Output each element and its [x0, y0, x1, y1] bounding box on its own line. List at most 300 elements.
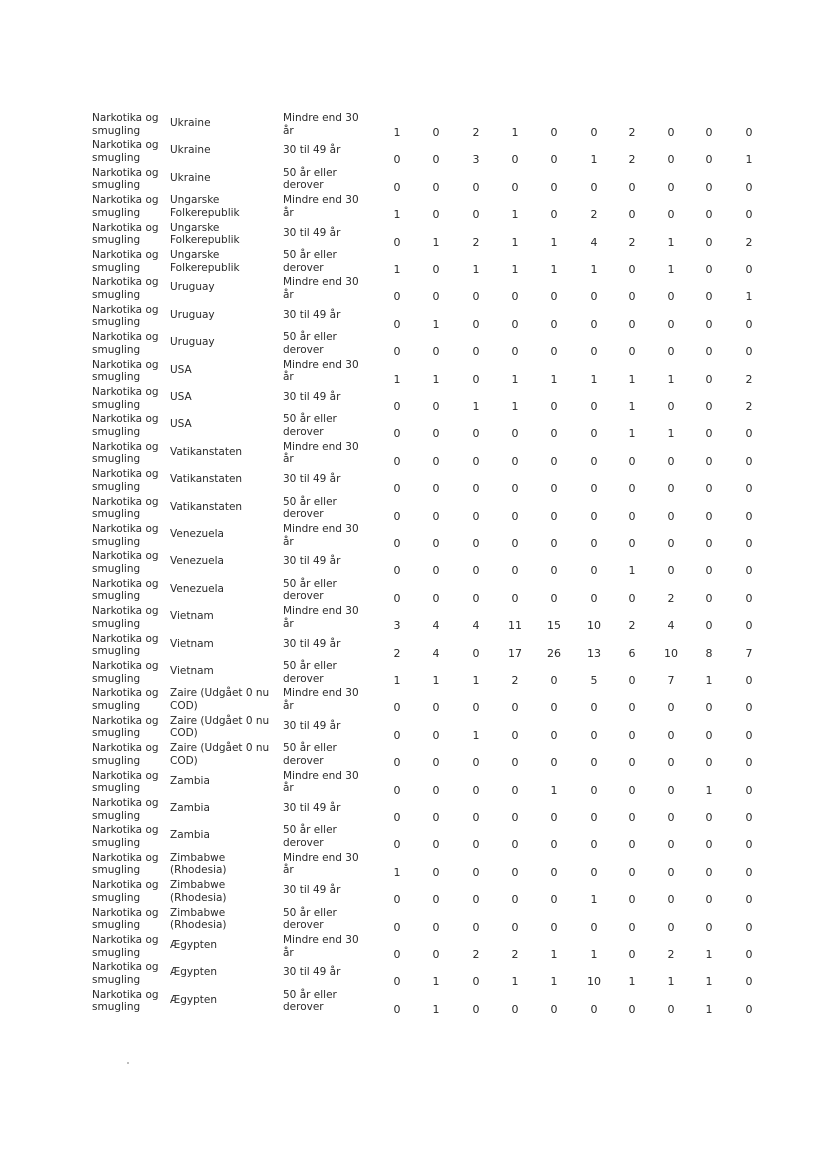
- table-row: [0, 249, 828, 276]
- value-cell: 0: [590, 783, 598, 797]
- value-cell: 0: [472, 865, 480, 879]
- value-cell: 0: [511, 537, 519, 550]
- value-cell: 0: [667, 783, 675, 797]
- value-cell: 0: [393, 153, 401, 167]
- value-cell: 0: [393, 1002, 401, 1016]
- value-cell: 1: [628, 975, 636, 989]
- value-cell: 0: [432, 838, 440, 852]
- value-cell: 0: [550, 482, 558, 496]
- value-cell: 0: [590, 1002, 598, 1016]
- value-cell: 0: [511, 180, 519, 194]
- country-name: Venezuela: [170, 528, 224, 540]
- value-cell: 0: [705, 153, 713, 167]
- value-cell: 0: [705, 865, 713, 879]
- value-cell: 0: [590, 509, 598, 523]
- value-cell: 7: [667, 674, 675, 687]
- age-group: 50 år eller derover: [283, 249, 337, 274]
- value-cell: 0: [590, 756, 598, 770]
- value-cell: 10: [664, 646, 678, 660]
- value-cell: 0: [628, 454, 636, 468]
- age-group: 30 til 49 år: [283, 226, 341, 239]
- offense-category: Narkotika og smugling: [92, 386, 159, 411]
- country-name: Ungarske Folkerepublik: [170, 221, 240, 247]
- value-cell: 0: [472, 838, 480, 852]
- value-cell: 2: [511, 948, 519, 961]
- value-cell: 0: [393, 235, 401, 249]
- value-cell: 0: [705, 126, 713, 139]
- value-cell: 0: [590, 920, 598, 934]
- age-group: 30 til 49 år: [283, 555, 341, 568]
- value-cell: 0: [705, 427, 713, 441]
- value-cell: 0: [472, 208, 480, 222]
- value-cell: 0: [628, 591, 636, 605]
- age-group: Mindre end 30 år: [283, 276, 359, 301]
- value-cell: 0: [705, 537, 713, 550]
- value-cell: 0: [628, 674, 636, 687]
- country-name: Zambia: [170, 802, 210, 814]
- value-cell: 1: [550, 783, 558, 797]
- value-cell: 0: [745, 920, 753, 934]
- value-cell: 0: [590, 180, 598, 194]
- country-name: Vietnam: [170, 665, 214, 677]
- value-cell: 0: [590, 728, 598, 742]
- value-cell: 0: [628, 537, 636, 550]
- value-cell: 0: [393, 427, 401, 441]
- value-cell: 0: [393, 975, 401, 989]
- age-group: Mindre end 30 år: [283, 605, 359, 630]
- table-row: [0, 578, 828, 605]
- value-cell: 0: [667, 153, 675, 167]
- age-group: Mindre end 30 år: [283, 358, 359, 384]
- value-cell: 0: [628, 263, 636, 276]
- value-cell: 0: [590, 564, 598, 578]
- value-cell: 1: [511, 400, 519, 413]
- country-name: Uruguay: [170, 336, 215, 349]
- value-cell: 0: [745, 509, 753, 523]
- table-row: [0, 304, 828, 331]
- value-cell: 1: [472, 400, 480, 413]
- value-cell: 0: [550, 591, 558, 605]
- value-cell: 1: [511, 372, 519, 386]
- country-name: Vietnam: [170, 610, 214, 623]
- table-row: [0, 194, 828, 221]
- value-cell: 2: [745, 400, 753, 413]
- value-cell: 0: [705, 920, 713, 934]
- value-cell: 2: [628, 153, 636, 167]
- value-cell: 0: [705, 208, 713, 222]
- value-cell: 2: [628, 235, 636, 249]
- value-cell: 0: [472, 1002, 480, 1016]
- value-cell: 1: [705, 1002, 713, 1016]
- value-cell: 0: [590, 482, 598, 496]
- value-cell: 1: [628, 427, 636, 441]
- value-cell: 0: [628, 482, 636, 496]
- value-cell: 0: [472, 537, 480, 550]
- table-row: [0, 441, 828, 468]
- value-cell: 0: [745, 893, 753, 907]
- table-row: [0, 550, 828, 577]
- value-cell: 0: [432, 591, 440, 605]
- value-cell: 26: [547, 646, 561, 660]
- country-name: Ukraine: [170, 171, 211, 184]
- value-cell: 0: [745, 728, 753, 742]
- country-name: Vatikanstaten: [170, 473, 243, 486]
- value-cell: 0: [511, 920, 519, 934]
- table-row: [0, 797, 828, 824]
- value-cell: 0: [550, 728, 558, 742]
- value-cell: 0: [628, 509, 636, 523]
- country-name: Zaire (Udgået 0 nu COD): [170, 714, 270, 740]
- offense-category: Narkotika og smugling: [92, 632, 159, 658]
- value-cell: 1: [432, 235, 440, 249]
- value-cell: 0: [745, 180, 753, 194]
- value-cell: 0: [705, 482, 713, 496]
- value-cell: 0: [511, 509, 519, 523]
- table-row: [0, 989, 828, 1016]
- value-cell: 2: [628, 126, 636, 139]
- value-cell: 0: [393, 564, 401, 578]
- age-group: Mindre end 30 år: [283, 112, 359, 137]
- value-cell: 0: [393, 317, 401, 331]
- value-cell: 0: [628, 920, 636, 934]
- value-cell: 0: [667, 701, 675, 715]
- value-cell: 0: [705, 345, 713, 359]
- table-row: [0, 605, 828, 632]
- value-cell: 0: [472, 509, 480, 523]
- age-group: 50 år eller derover: [283, 906, 337, 932]
- value-cell: 0: [472, 920, 480, 934]
- country-name: Zambia: [170, 774, 210, 787]
- value-cell: 0: [393, 728, 401, 742]
- value-cell: 0: [511, 893, 519, 907]
- value-cell: 0: [511, 838, 519, 852]
- country-name: USA: [170, 363, 192, 376]
- offense-category: Narkotika og smugling: [92, 961, 159, 986]
- value-cell: 1: [628, 372, 636, 386]
- age-group: 50 år eller derover: [283, 742, 337, 767]
- age-group: 30 til 49 år: [283, 719, 341, 732]
- value-cell: 0: [705, 317, 713, 331]
- table-row: [0, 276, 828, 303]
- value-cell: 0: [393, 454, 401, 468]
- value-cell: 0: [705, 838, 713, 852]
- offense-category: Narkotika og smugling: [92, 249, 159, 274]
- value-cell: 1: [550, 263, 558, 276]
- offense-category: Narkotika og smugling: [92, 139, 159, 164]
- value-cell: 1: [628, 564, 636, 578]
- value-cell: 0: [550, 838, 558, 852]
- age-group: 50 år eller derover: [283, 166, 337, 192]
- age-group: Mindre end 30 år: [283, 194, 359, 219]
- value-cell: 0: [550, 564, 558, 578]
- value-cell: 0: [705, 235, 713, 249]
- age-group: 30 til 49 år: [283, 884, 341, 897]
- age-group: Mindre end 30 år: [283, 687, 359, 712]
- value-cell: 0: [745, 1002, 753, 1016]
- value-cell: 0: [432, 427, 440, 441]
- value-cell: 0: [432, 263, 440, 276]
- value-cell: 1: [393, 372, 401, 386]
- value-cell: 1: [432, 674, 440, 687]
- value-cell: 0: [393, 948, 401, 961]
- value-cell: 0: [667, 208, 675, 222]
- value-cell: 0: [590, 454, 598, 468]
- value-cell: 0: [667, 811, 675, 824]
- value-cell: 0: [511, 290, 519, 304]
- value-cell: 0: [745, 208, 753, 222]
- table-row: [0, 852, 828, 879]
- value-cell: 1: [393, 208, 401, 222]
- table-row: [0, 907, 828, 934]
- value-cell: 1: [472, 263, 480, 276]
- value-cell: 0: [550, 537, 558, 550]
- value-cell: 0: [705, 756, 713, 770]
- value-cell: 0: [550, 317, 558, 331]
- value-cell: 0: [705, 619, 713, 633]
- value-cell: 0: [667, 564, 675, 578]
- value-cell: 1: [393, 126, 401, 139]
- value-cell: 0: [628, 290, 636, 304]
- value-cell: 0: [393, 591, 401, 605]
- country-name: Ukraine: [170, 117, 211, 129]
- table-row: [0, 331, 828, 358]
- value-cell: 8: [705, 646, 713, 660]
- value-cell: 0: [628, 756, 636, 770]
- offense-category: Narkotika og smugling: [92, 906, 159, 932]
- value-cell: 0: [745, 317, 753, 331]
- value-cell: 0: [667, 290, 675, 304]
- value-cell: 1: [628, 400, 636, 413]
- value-cell: 0: [667, 345, 675, 359]
- value-cell: 0: [511, 454, 519, 468]
- value-cell: 0: [472, 345, 480, 359]
- age-group: Mindre end 30 år: [283, 769, 359, 795]
- value-cell: 0: [550, 756, 558, 770]
- value-cell: 0: [745, 783, 753, 797]
- value-cell: 0: [628, 345, 636, 359]
- value-cell: 2: [393, 646, 401, 660]
- table-row: [0, 413, 828, 440]
- table-row: [0, 824, 828, 851]
- value-cell: 0: [590, 317, 598, 331]
- value-cell: 0: [705, 263, 713, 276]
- value-cell: 4: [432, 646, 440, 660]
- value-cell: 0: [705, 701, 713, 715]
- value-cell: 0: [590, 838, 598, 852]
- table-row: [0, 167, 828, 194]
- value-cell: 0: [705, 811, 713, 824]
- value-cell: 0: [705, 591, 713, 605]
- value-cell: 2: [628, 619, 636, 633]
- value-cell: 1: [590, 948, 598, 961]
- value-cell: 0: [745, 975, 753, 989]
- value-cell: 0: [432, 400, 440, 413]
- country-name: Uruguay: [170, 281, 215, 294]
- value-cell: 0: [432, 290, 440, 304]
- value-cell: 0: [590, 290, 598, 304]
- value-cell: 0: [745, 619, 753, 633]
- value-cell: 4: [472, 619, 480, 633]
- age-group: 30 til 49 år: [283, 391, 341, 403]
- value-cell: 0: [745, 482, 753, 496]
- offense-category: Narkotika og smugling: [92, 495, 159, 521]
- value-cell: 0: [550, 427, 558, 441]
- table-row: [0, 687, 828, 714]
- age-group: 30 til 49 år: [283, 966, 341, 979]
- offense-category: Narkotika og smugling: [92, 331, 159, 356]
- value-cell: 0: [667, 1002, 675, 1016]
- country-name: Vietnam: [170, 637, 214, 650]
- value-cell: 0: [511, 783, 519, 797]
- value-cell: 0: [745, 674, 753, 687]
- age-group: 50 år eller derover: [283, 331, 337, 356]
- table-row: [0, 222, 828, 249]
- value-cell: 0: [432, 564, 440, 578]
- offense-category: Narkotika og smugling: [92, 824, 159, 849]
- value-cell: 0: [590, 701, 598, 715]
- offense-category: Narkotika og smugling: [92, 687, 159, 712]
- value-cell: 0: [511, 756, 519, 770]
- value-cell: 0: [472, 290, 480, 304]
- offense-category: Narkotika og smugling: [92, 166, 159, 192]
- value-cell: 0: [432, 454, 440, 468]
- value-cell: 0: [590, 591, 598, 605]
- value-cell: 0: [472, 564, 480, 578]
- value-cell: 1: [745, 290, 753, 304]
- value-cell: 1: [511, 235, 519, 249]
- value-cell: 0: [667, 317, 675, 331]
- value-cell: 0: [667, 865, 675, 879]
- value-cell: 0: [745, 865, 753, 879]
- value-cell: 0: [472, 975, 480, 989]
- offense-category: Narkotika og smugling: [92, 714, 159, 740]
- country-name: Venezuela: [170, 555, 224, 568]
- table-row: [0, 112, 828, 139]
- value-cell: 0: [745, 537, 753, 550]
- value-cell: 0: [511, 427, 519, 441]
- value-cell: 0: [393, 400, 401, 413]
- offense-category: Narkotika og smugling: [92, 879, 159, 904]
- offense-category: Narkotika og smugling: [92, 851, 159, 877]
- value-cell: 0: [472, 646, 480, 660]
- value-cell: 0: [745, 701, 753, 715]
- value-cell: 0: [432, 180, 440, 194]
- value-cell: 1: [550, 948, 558, 961]
- value-cell: 0: [667, 400, 675, 413]
- value-cell: 1: [511, 126, 519, 139]
- offense-category: Narkotika og smugling: [92, 194, 159, 219]
- value-cell: 0: [432, 126, 440, 139]
- country-name: Zimbabwe (Rhodesia): [170, 851, 227, 877]
- value-cell: 2: [745, 235, 753, 249]
- country-name: Ægypten: [170, 966, 218, 979]
- value-cell: 0: [628, 948, 636, 961]
- table-row: [0, 359, 828, 386]
- value-cell: 0: [705, 400, 713, 413]
- value-cell: 1: [550, 372, 558, 386]
- value-cell: 0: [590, 865, 598, 879]
- value-cell: 0: [628, 865, 636, 879]
- value-cell: 1: [667, 235, 675, 249]
- value-cell: 1: [667, 372, 675, 386]
- offense-category: Narkotika og smugling: [92, 358, 159, 384]
- value-cell: 0: [432, 783, 440, 797]
- value-cell: 0: [745, 345, 753, 359]
- value-cell: 2: [511, 674, 519, 687]
- value-cell: 0: [511, 345, 519, 359]
- value-cell: 0: [628, 701, 636, 715]
- value-cell: 0: [511, 865, 519, 879]
- country-name: Ungarske Folkerepublik: [170, 194, 240, 219]
- value-cell: 10: [587, 975, 601, 989]
- value-cell: 0: [472, 317, 480, 331]
- stray-mark: [127, 1062, 129, 1064]
- value-cell: 4: [432, 619, 440, 633]
- value-cell: 0: [393, 783, 401, 797]
- age-group: 50 år eller derover: [283, 660, 337, 685]
- value-cell: 0: [472, 701, 480, 715]
- value-cell: 0: [628, 1002, 636, 1016]
- country-name: Vatikanstaten: [170, 445, 243, 458]
- value-cell: 2: [472, 235, 480, 249]
- value-cell: 1: [393, 674, 401, 687]
- value-cell: 0: [745, 263, 753, 276]
- value-cell: 4: [590, 235, 598, 249]
- value-cell: 0: [628, 728, 636, 742]
- value-cell: 0: [628, 893, 636, 907]
- value-cell: 0: [432, 345, 440, 359]
- value-cell: 1: [432, 317, 440, 331]
- value-cell: 0: [705, 290, 713, 304]
- value-cell: 1: [432, 1002, 440, 1016]
- value-cell: 2: [745, 372, 753, 386]
- table-row: [0, 496, 828, 523]
- offense-category: Narkotika og smugling: [92, 303, 159, 329]
- offense-category: Narkotika og smugling: [92, 577, 159, 603]
- value-cell: 0: [667, 126, 675, 139]
- value-cell: 0: [705, 564, 713, 578]
- age-group: 30 til 49 år: [283, 802, 341, 814]
- value-cell: 0: [705, 372, 713, 386]
- offense-category: Narkotika og smugling: [92, 988, 159, 1014]
- value-cell: 0: [472, 482, 480, 496]
- value-cell: 0: [590, 400, 598, 413]
- value-cell: 0: [472, 427, 480, 441]
- age-group: 30 til 49 år: [283, 308, 341, 321]
- value-cell: 0: [432, 153, 440, 167]
- offense-category: Narkotika og smugling: [92, 112, 159, 137]
- value-cell: 0: [745, 126, 753, 139]
- country-name: Ægypten: [170, 939, 218, 951]
- value-cell: 0: [472, 783, 480, 797]
- value-cell: 0: [393, 537, 401, 550]
- value-cell: 0: [511, 1002, 519, 1016]
- value-cell: 0: [550, 345, 558, 359]
- value-cell: 1: [590, 153, 598, 167]
- value-cell: 0: [550, 509, 558, 523]
- value-cell: 0: [432, 509, 440, 523]
- value-cell: 0: [628, 783, 636, 797]
- country-name: Zaire (Udgået 0 nu COD): [170, 742, 270, 767]
- value-cell: 1: [745, 153, 753, 167]
- country-name: Venezuela: [170, 582, 224, 595]
- value-cell: 0: [550, 290, 558, 304]
- value-cell: 0: [511, 153, 519, 167]
- value-cell: 2: [472, 126, 480, 139]
- value-cell: 0: [511, 564, 519, 578]
- value-cell: 0: [432, 728, 440, 742]
- value-cell: 0: [393, 345, 401, 359]
